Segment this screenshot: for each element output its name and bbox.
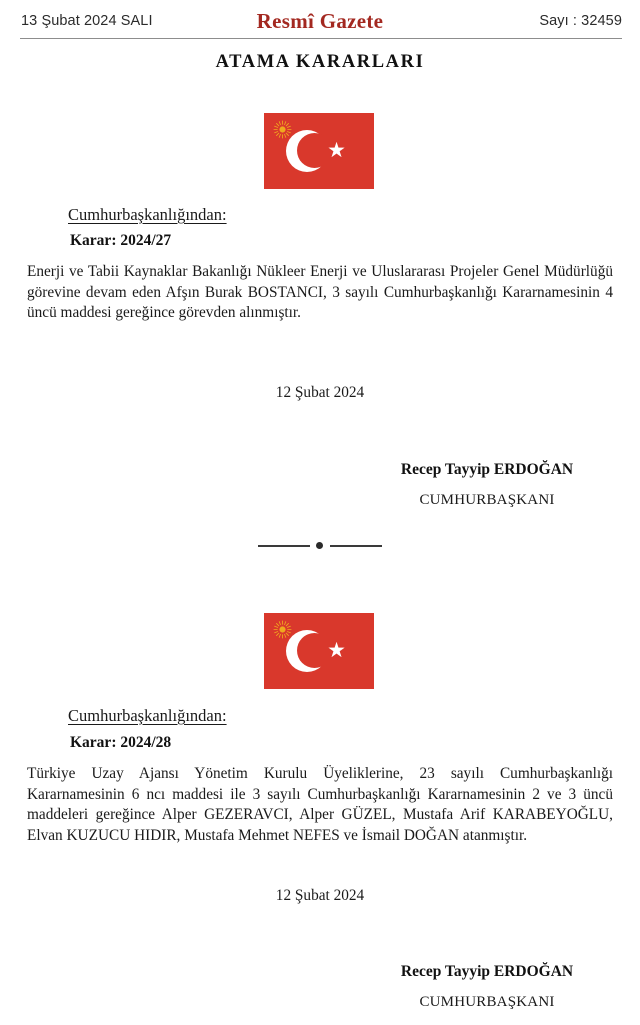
decree-date-1: 12 Şubat 2024 — [275, 384, 365, 401]
issue-number: Sayı : 32459 — [539, 13, 622, 29]
publication-date: 13 Şubat 2024 SALI — [21, 13, 153, 29]
decree-issuer-1: Cumhurbaşkanlığından: — [68, 205, 227, 224]
masthead — [0, 0, 640, 40]
star-icon: ★ — [327, 638, 346, 662]
decree-number-1: Karar: 2024/27 — [70, 232, 172, 249]
page-title: ATAMA KARARLARI — [215, 52, 425, 72]
decree-body-2: Türkiye Uzay Ajansı Yönetim Kurulu Üyeliklerine, 23 sayılı Cumhurbaşkanlığı Kararnamesinin 6 ncı maddesi ile 3 sayılı Cumhurbaşkanlığı Kararnamesinin 2 ve 3 üncü maddeleri gereğince Alper GEZERAVCI, Alper GÜZEL, Mustafa Arif KARABEYOĞLU, Elvan KUZUCU HIDIR, Mustafa Mehmet NEFES ve İsmail DOĞAN atanmıştır. — [27, 765, 613, 844]
masthead-divider-rule — [20, 38, 622, 39]
signer-name-1: Recep Tayyip ERDOĞAN — [400, 461, 574, 478]
divider-bar-left — [258, 545, 310, 547]
decree-number-2: Karar: 2024/28 — [70, 734, 172, 751]
divider-dot — [316, 542, 323, 549]
star-icon: ★ — [327, 138, 346, 162]
ornamental-divider — [0, 539, 640, 551]
signer-name-2: Recep Tayyip ERDOĞAN — [400, 963, 574, 980]
divider-bar-right — [330, 545, 382, 547]
sun-emblem-icon — [273, 620, 292, 639]
signer-role-1: CUMHURBAŞKANI — [419, 492, 555, 508]
signer-role-2: CUMHURBAŞKANI — [419, 994, 555, 1010]
turkish-presidential-flag-icon — [264, 113, 374, 189]
sun-emblem-icon — [273, 120, 292, 139]
decree-issuer-2: Cumhurbaşkanlığından: — [68, 706, 227, 725]
turkish-presidential-flag-icon — [264, 613, 374, 689]
decree-date-2: 12 Şubat 2024 — [275, 887, 365, 904]
gazette-title: Resmî Gazete — [256, 9, 384, 33]
decree-body-1: Enerji ve Tabii Kaynaklar Bakanlığı Nükleer Enerji ve Uluslararası Projeler Genel Müdürlüğü görevine devam eden Afşın Burak BOSTANCI, 3 sayılı Cumhurbaşkanlığı Kararnamesinin 4 üncü maddesi gereğince görevden alınmıştır. — [27, 263, 613, 321]
